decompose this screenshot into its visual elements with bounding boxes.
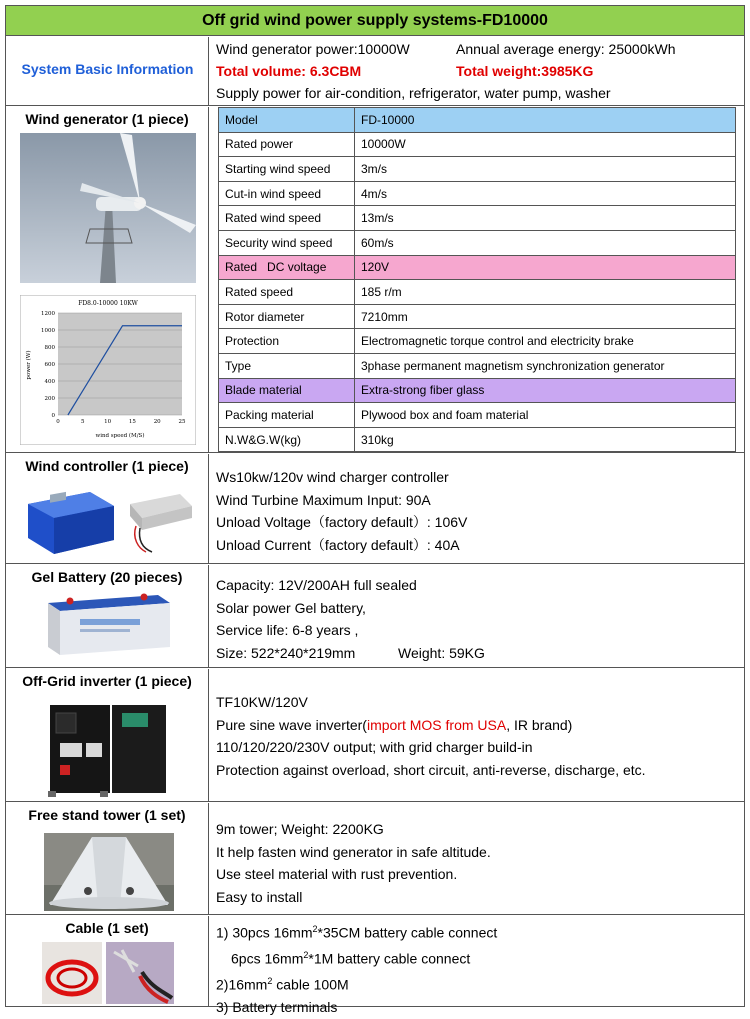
- battery-row: [6, 565, 744, 668]
- spec-row: [219, 353, 736, 378]
- spec-value: Electromagnetic torque control and electricity brake: [355, 329, 736, 354]
- tower-line-4: Easy to install: [216, 888, 303, 905]
- tower-heading: Free stand tower (1 set): [28, 807, 186, 823]
- inverter-mos-note: import MOS from USA: [366, 716, 507, 733]
- cable-line-3: [210, 970, 744, 996]
- system-info-label-cell: [6, 37, 209, 105]
- cable-line-3a: 2)16mm: [216, 976, 268, 993]
- battery-life: Service life: 6-8 years ,: [216, 622, 359, 638]
- controller-left: [6, 454, 209, 563]
- annual-energy: Annual average energy: 25000kWh: [456, 41, 676, 57]
- cable-line-1: [210, 918, 744, 944]
- inverter-heading: Off-Grid inverter (1 piece): [22, 673, 192, 689]
- spec-value: 7210mm: [355, 304, 736, 329]
- spec-key: Protection: [219, 329, 355, 354]
- inverter-model: TF10KW/120V: [216, 694, 308, 710]
- spec-value: 3phase permanent magnetism synchronization generator: [355, 353, 736, 378]
- spec-row: [219, 378, 736, 403]
- controller-line-2: Wind Turbine Maximum Input: 90A: [216, 491, 431, 508]
- cable-line-3b: cable 100M: [272, 976, 349, 993]
- wind-turbine-photo: [20, 133, 196, 283]
- controller-row: [6, 454, 744, 564]
- tower-row: [6, 803, 744, 915]
- curve-ylabel: power (W): [26, 350, 32, 380]
- battery-weight: Weight: 59KG: [398, 644, 485, 661]
- spec-row: [219, 280, 736, 305]
- cable-sup-1: 2: [312, 924, 318, 934]
- controller-line-3: Unload Voltage（factory default）: 106V: [216, 514, 468, 530]
- spec-row: [219, 181, 736, 206]
- spec-key: Blade material: [219, 378, 355, 403]
- cable-line-1b: *35CM battery cable connect: [317, 924, 498, 941]
- cable-left: [6, 916, 209, 1007]
- cable-line-2b: *1M battery cable connect: [308, 950, 471, 967]
- spec-row: [219, 403, 736, 428]
- controller-photo: [20, 482, 196, 558]
- spec-row: [219, 108, 736, 133]
- total-volume: Total volume: 6.3CBM: [216, 63, 362, 79]
- cable-photo: [42, 942, 174, 1004]
- curve-y-tick: 0: [51, 413, 55, 419]
- spec-row: [219, 329, 736, 354]
- curve-x-tick: 0: [56, 419, 60, 425]
- spec-key: Security wind speed: [219, 230, 355, 255]
- cable-heading: Cable (1 set): [65, 920, 149, 936]
- spec-value: 60m/s: [355, 230, 736, 255]
- curve-y-tick: 1200: [41, 311, 55, 317]
- spec-row: [219, 132, 736, 157]
- cable-sup-3: 2: [267, 976, 273, 987]
- spec-value: Extra-strong fiber glass: [355, 378, 736, 403]
- curve-x-tick: 10: [104, 419, 112, 425]
- inverter-line-3: 110/120/220/230V output; with grid charger build-in: [216, 739, 533, 755]
- total-weight: Total weight:3985KG: [456, 63, 594, 79]
- spec-key: Rated speed: [219, 280, 355, 305]
- spec-row: [219, 427, 736, 452]
- curve-y-tick: 600: [44, 362, 55, 368]
- controller-line-4: Unload Current（factory default）: 40A: [216, 536, 460, 553]
- spec-value: 3m/s: [355, 157, 736, 182]
- battery-heading: Gel Battery (20 pieces): [31, 569, 183, 585]
- curve-y-tick: 800: [44, 345, 55, 351]
- cable-details: [210, 916, 744, 1016]
- spec-value: FD-10000: [355, 108, 736, 133]
- inverter-line-2b: , IR brand): [506, 716, 573, 733]
- cable-line-2: [210, 944, 744, 970]
- curve-title: FD8.0-10000 10KW: [78, 300, 138, 307]
- inverter-line-2a: Pure sine wave inverter(: [216, 716, 367, 733]
- page-title: Off grid wind power supply systems-FD10000: [6, 6, 744, 36]
- spec-key: Type: [219, 353, 355, 378]
- spec-key: Packing material: [219, 403, 355, 428]
- system-info-label: System Basic Information: [21, 61, 194, 77]
- system-info-row: [6, 37, 744, 106]
- spec-key: Cut-in wind speed: [219, 181, 355, 206]
- spec-key: Rated wind speed: [219, 206, 355, 231]
- battery-capacity: Capacity: 12V/200AH full sealed: [216, 577, 417, 593]
- tower-line-3: Use steel material with rust prevention.: [216, 866, 458, 882]
- tower-photo: [44, 833, 174, 911]
- inverter-details: [210, 669, 744, 801]
- power-curve-chart: [20, 295, 196, 445]
- spec-key: Starting wind speed: [219, 157, 355, 182]
- spec-key: N.W&G.W(kg): [219, 427, 355, 452]
- controller-line-1: Ws10kw/120v wind charger controller: [216, 469, 449, 485]
- spec-value: 120V: [355, 255, 736, 280]
- inverter-left: [6, 669, 209, 801]
- spec-value: Plywood box and foam material: [355, 403, 736, 428]
- spec-row: [219, 206, 736, 231]
- wind-generator-left: [6, 107, 209, 452]
- spec-row: [219, 157, 736, 182]
- spec-key: Model: [219, 108, 355, 133]
- inverter-line-2: [210, 714, 744, 737]
- tower-left: [6, 803, 209, 914]
- system-info-values: [210, 37, 744, 105]
- battery-details: [210, 565, 744, 667]
- spec-key: Rated DC voltage: [219, 255, 355, 280]
- inverter-line-4: Protection against overload, short circuit, anti-reverse, discharge, etc.: [216, 761, 646, 778]
- curve-y-tick: 400: [44, 379, 55, 385]
- cable-line-2a: 6pcs 16mm: [231, 950, 304, 967]
- spec-row: [219, 255, 736, 280]
- tower-line-1: 9m tower; Weight: 2200KG: [216, 821, 384, 837]
- cable-line-1a: 1) 30pcs 16mm: [216, 924, 313, 941]
- spec-value: 185 r/m: [355, 280, 736, 305]
- generator-power: Wind generator power:10000W: [216, 41, 410, 57]
- curve-y-tick: 200: [44, 396, 55, 402]
- inverter-photo: [42, 699, 172, 799]
- spec-table: [218, 107, 736, 452]
- spec-row: [219, 304, 736, 329]
- wind-generator-row: [6, 107, 744, 453]
- curve-y-tick: 1000: [41, 328, 55, 334]
- spec-value: 13m/s: [355, 206, 736, 231]
- battery-left: [6, 565, 209, 667]
- cable-row: [6, 916, 744, 1016]
- cable-sup-2: 2: [303, 950, 309, 961]
- cable-line-4: 3) Battery terminals: [216, 999, 338, 1016]
- tower-line-2: It help fasten wind generator in safe altitude.: [216, 843, 491, 860]
- inverter-row: [6, 669, 744, 802]
- curve-x-tick: 15: [128, 419, 136, 425]
- spec-key: Rotor diameter: [219, 304, 355, 329]
- curve-x-tick: 5: [81, 419, 85, 425]
- spec-value: 310kg: [355, 427, 736, 452]
- spec-sheet: [5, 5, 745, 1016]
- battery-type: Solar power Gel battery,: [216, 599, 366, 616]
- curve-x-tick: 20: [153, 419, 161, 425]
- supply-power: Supply power for air-condition, refrigerator, water pump, washer: [216, 85, 611, 101]
- tower-details: [210, 803, 744, 914]
- curve-x-tick: 25: [178, 419, 186, 425]
- wind-generator-heading: Wind generator (1 piece): [25, 111, 189, 127]
- battery-size: Size: 522*240*219mm: [216, 644, 356, 661]
- wind-generator-specs: [210, 107, 744, 452]
- battery-photo: [40, 589, 174, 661]
- spec-row: [219, 230, 736, 255]
- controller-details: [210, 454, 744, 563]
- curve-xlabel: wind speed (M/S): [95, 433, 145, 439]
- spec-key: Rated power: [219, 132, 355, 157]
- spec-value: 10000W: [355, 132, 736, 157]
- spec-value: 4m/s: [355, 181, 736, 206]
- controller-heading: Wind controller (1 piece): [25, 458, 189, 474]
